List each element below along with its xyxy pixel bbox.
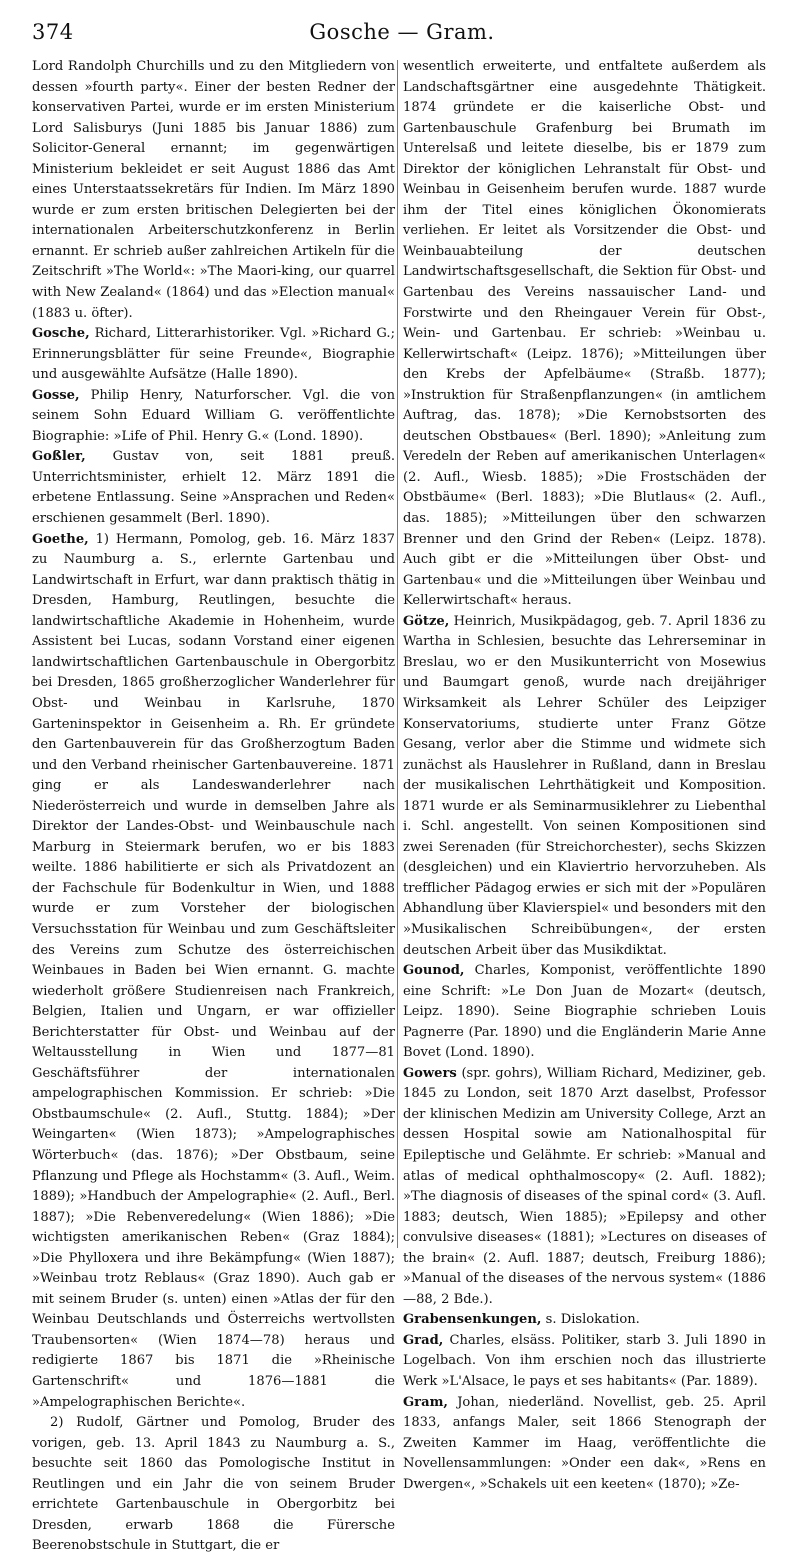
page-number: 374 [32, 20, 74, 44]
entry-text: (spr. gohrs), William Richard, Mediziner, geb. 1845 zu London, seit 1870 Arzt daselbst, Professor der klinischen Medizin am University College, Arzt an dessen Hospital sowie am Nationalhospital für Epileptische und Gelähmte. Er schrieb: »Manual and atlas of medical ophthalmoscopy« (2. Aufl. 1882); »The diagnosis of diseases of the spinal cord« (3. Aufl. 1883; deutsch, Wien 1885); »Epilepsy and other convulsive diseases« (1881); »Lectures on diseases of the brain« (2. Aufl. 1887; deutsch, Freiburg 1886); »Manual of the diseases of the nervous system« (1886—88, 2 Bde.). [403, 1065, 766, 1307]
entry-goethe-rudolf [32, 1413, 395, 1557]
running-head: Gosche — Gram. [309, 20, 495, 44]
entry-gosche [32, 324, 395, 386]
entry-head: Gosse, [32, 387, 80, 403]
entry-head: Gosche, [32, 326, 90, 342]
entry-goethe-hermann [32, 530, 395, 1414]
entry-text: Johan, niederländ. Novellist, geb. 25. April 1833, anfangs Maler, seit 1866 Stenograph der Zweiten Kammer im Haag, veröffentlichte die Novellensammlungen: »Onder een dak«, »Rens en Dwergen«, »Schakels uit een keeten« (1870); »Ze- [403, 1394, 767, 1492]
entry-text: 1) Hermann, Pomolog, geb. 16. März 1837 zu Naumburg a. S., erlernte Gartenbau und Landwirtschaft in Erfurt, war dann praktisch thätig in Dresden, Hamburg, Reutlingen, besuchte die landwirtschaftliche Akademie in Hohenheim, wurde Assistent bei Lucas, sodann Vorstand einer eigenen landwirtschaftlichen Gartenbauschule in Obergorbitz bei Dresden, 1865 großherzoglicher Wanderlehrer für Obst- und Weinbau in Karlsruhe, 1870 Garteninspektor in Geisenheim a. Rh. Er gründete den Gartenbauverein für das Großherzogtum Baden und den Verband rheinischer Gartenbauvereine. 1871 ging er als Landeswanderlehrer nach Niederösterreich und wurde in demselben Jahre als Direktor der Landes-Obst- und Weinbauschule nach Marburg in Steiermark berufen, wo er bis 1883 weilte. 1886 habilitierte er sich als Privatdozent an der Fachschule für Bodenkultur in Wien, und 1888 wurde er zum Vorsteher der biologischen Versuchsstation für Weinbau und zum Geschäftsleiter des Vereins zum Schutze des österreichischen Weinbaues in Baden bei Wien ernannt. G. machte wiederholt größere Studienreisen nach Frankreich, Belgien, Italien und Ungarn, er war offizieller Berichterstatter für Obst- und Weinbau auf der Weltausstellung in Wien und 1877—81 Geschäftsführer der internationalen ampelographischen Kommission. Er schrieb: »Die Obstbaumschule« (2. Aufl., Stuttg. 1884); »Der Weingarten« (Wien 1873); »Ampelographisches Wörterbuch« (das. 1876); »Der Obstbaum, seine Pflanzung und Pflege als Hochstamm« (3. Aufl., Weim. 1889); »Handbuch der Ampelographie« (2. Aufl., Berl. 1887); »Die Rebenveredelung« (Wien 1886); »Die wichtigsten amerikanischen Reben« (Graz 1884); »Die Phylloxera und ihre Bekämpfung« (Wien 1887); »Weinbau trotz Reblaus« (Graz 1890). Auch gab er mit seinem Bruder (s. unten) einen »Atlas der für den Weinbau Deutschlands und Österreichs wertvollsten Traubensorten« (Wien 1874—78) heraus und redigierte 1867 bis 1871 die »Rheinische Gartenschrift« und 1876—1881 die »Ampelographischen Berichte«. [32, 531, 395, 1410]
entry-text: Gustav von, seit 1881 preuß. Unterrichtsminister, erhielt 12. März 1891 die erbetene Entlassung. Seine »Ansprachen und Reden« erschienen gesammelt (Berl. 1890). [32, 449, 395, 527]
entry-head: Grad, [403, 1332, 444, 1348]
entry-head: Gowers [403, 1065, 457, 1081]
left-column [32, 57, 395, 1554]
entry-head: Gram, [403, 1394, 448, 1410]
right-column [403, 57, 767, 1492]
column-divider [397, 60, 398, 1248]
entry-text: Charles, Komponist, veröffentlichte 1890 eine Schrift: »Le Don Juan de Mozart« (deutsch, Leipz. 1890). Seine Biographie schrieben Louis Pagnerre (Par. 1890) und die Engländerin Marie Anne Bovet (Lond. 1890). [403, 963, 766, 1061]
entry-text: Philip Henry, Naturforscher. Vgl. die von seinem Sohn Eduard William G. veröffentlichte Biographie: »Life of Phil. Henry G.« (Lond. 1890). [32, 387, 395, 444]
entry-gram [403, 1393, 766, 1496]
entry-head: Götze, [403, 613, 450, 629]
entry-goetze [403, 612, 766, 961]
entry-text: Richard, Litterarhistoriker. Vgl. »Richard G.; Erinnerungsblätter für seine Freunde«, Biographie und ausgewählte Aufsätze (Halle 1890). [32, 326, 395, 383]
entry-head: Grabensenkungen, [403, 1312, 542, 1328]
entry-gowers [403, 1064, 766, 1311]
entry-text: Lord Randolph Churchills und zu den Mitgliedern von dessen »fourth party«. Einer der besten Redner der konservativen Partei, wurde er im ersten Ministerium Lord Salisburys (Juni 1885 bis Januar 1886) zum Solicitor-General ernannt; im gegenwärtigen Ministerium bekleidet er seit August 1886 das Amt eines Unterstaatssekretärs für Indien. Im März 1890 wurde er zum ersten britischen Delegierten bei der internationalen Arbeiterschutzkonferenz in Berlin ernannt. Er schrieb außer zahlreichen Artikeln für die Zeitschrift »The World«: »The Maori-king, our quarrel with New Zealand« (1864) und das »Election manual« (1883 u. öfter). [32, 59, 395, 321]
entry-text: 2) Rudolf, Gärtner und Pomolog, Bruder des vorigen, geb. 13. April 1843 zu Naumburg a. S., besuchte seit 1860 das Pomologische Institut in Reutlingen und ein Jahr die von seinem Bruder errichtete Gartenbauschule in Obergorbitz bei Dresden, erwarb 1868 die Fürersche Beerenobstschule in Stuttgart, die er [32, 1415, 395, 1554]
entry-churchill-continuation [32, 57, 395, 324]
entry-gosse [32, 386, 395, 448]
entry-head: Goßler, [32, 449, 86, 465]
entry-text: s. Dislokation. [545, 1312, 640, 1328]
entry-head: Goethe, [32, 531, 89, 547]
page-header [32, 14, 772, 52]
entry-head: Gounod, [403, 963, 465, 979]
entry-gounod [403, 961, 766, 1064]
entry-goethe-rudolf-continuation [403, 57, 766, 612]
entry-grabensenkungen [403, 1310, 766, 1331]
entry-gossler [32, 447, 395, 529]
entry-text: Charles, elsäss. Politiker, starb 3. Juli 1890 in Logelbach. Von ihm erschien noch das illustrierte Werk »L'Alsace, le pays et ses habitants« (Par. 1889). [403, 1332, 766, 1389]
entry-text: wesentlich erweiterte, und entfaltete außerdem als Landschaftsgärtner eine ausgedehnte Thätigkeit. 1874 gründete er die kaiserliche Obst- und Gartenbauschule Grafenburg bei Brumath im Unterelsaß und leitete dieselbe, bis er 1879 zum Direktor der königlichen Lehranstalt für Obst- und Weinbau in Geisenheim berufen wurde. 1887 wurde ihm der Titel eines königlichen Ökonomierats verliehen. Er leitet als Vorsitzender die Obst- und Weinbauabteilung der deutschen Landwirtschaftsgesellschaft, die Sektion für Obst- und Gartenbau des Vereins nassauischer Land- und Forstwirte und den Rheingauer Verein für Obst-, Wein- und Gartenbau. Er schrieb: »Weinbau u. Kellerwirtschaft« (Leipz. 1876); »Mitteilungen über den Krebs der Apfelbäume« (Straßb. 1877); »Instruktion für Straßenpflanzungen« (in amtlichem Auftrag, das. 1878); »Die Kernobstsorten des deutschen Obstbaues« (Berl. 1890); »Anleitung zum Veredeln der Reben auf amerikanischen Unterlagen« (2. Aufl., Wiesb. 1885); »Die Frostschäden der Obstbäume« (Berl. 1883); »Die Blutlaus« (2. Aufl., das. 1885); »Mitteilungen über den schwarzen Brenner und den Grind der Reben« (Leipz. 1878). Auch gibt er die »Mitteilungen über Obst- und Gartenbau« und die »Mitteilungen über Weinbau und Kellerwirtschaft« heraus. [403, 59, 766, 609]
entry-grad [403, 1331, 766, 1393]
entry-text: Heinrich, Musikpädagog, geb. 7. April 1836 zu Wartha in Schlesien, besuchte das Lehrerseminar in Breslau, wo er den Musikunterricht von Mosewius und Baumgart genoß, wurde nach dreijähriger Wirksamkeit als Lehrer Schüler des Leipziger Konservatoriums, studierte unter Franz Götze Gesang, verlor aber die Stimme und widmete sich zunächst als Hauslehrer in Rußland, dann in Breslau der musikalischen Lehrthätigkeit und Komposition. 1871 wurde er als Seminarmusiklehrer zu Liebenthal i. Schl. angestellt. Von seinen Kompositionen sind zwei Serenaden (für Streichorchester), sechs Skizzen (desgleichen) und ein Klaviertrio hervorzuheben. Als trefflicher Pädagog erwies er sich mit der »Populären Abhandlung über Klavierspiel« und besonders mit den »Musikalischen Schreibübungen«, der ersten deutschen Arbeit über das Musikdiktat. [403, 613, 766, 958]
